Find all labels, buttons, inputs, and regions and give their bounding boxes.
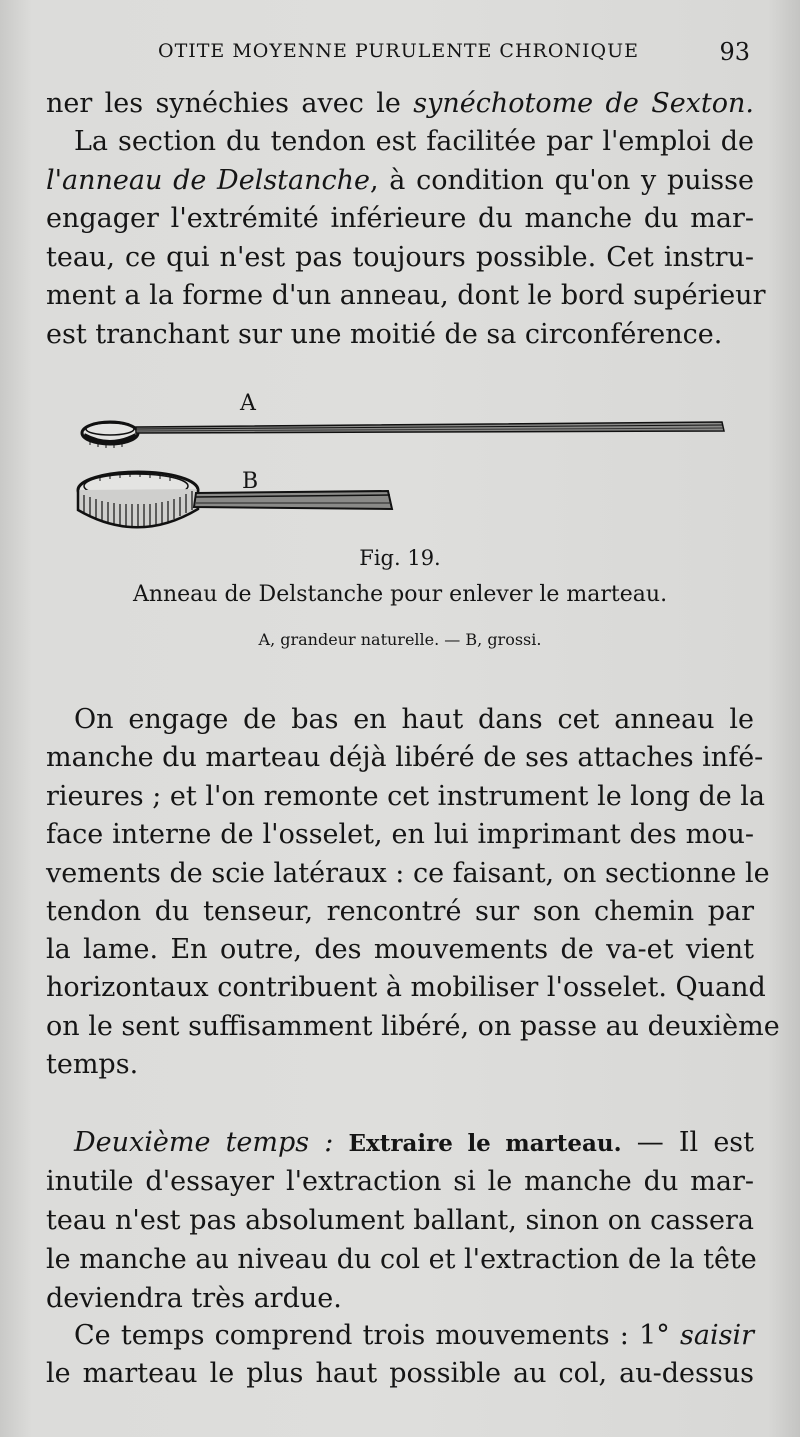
text-line: ment a la forme d'un anneau, dont le bord supérieur [46,280,766,311]
italic-term: synéchotome de Sexton. [413,88,754,119]
text-line: engager l'extrémité inférieure du manche du mar- [46,203,754,234]
running-head [150,40,750,70]
text-line [46,163,754,199]
text-line [74,1318,754,1354]
text-line [46,86,754,122]
figure-number: Fig. 19. [359,546,441,570]
text-span: ner les synéchies avec le [46,88,414,119]
text-span: — Il est [621,1127,754,1158]
figure-caption: Anneau de Delstanche pour enlever le marteau. [132,582,668,607]
text-line: la lame. En outre, des mouvements de va-et vient [46,934,754,965]
text-line: on le sent suffisamment libéré, on passe au deuxième [46,1011,780,1042]
section-heading-bold: Extraire le marteau. [348,1130,622,1157]
text-line: le manche au niveau du col et l'extraction de la tête [46,1244,757,1275]
text-line: inutile d'essayer l'extraction si le manche du mar- [46,1166,754,1197]
figure-subcaption: A, grandeur naturelle. — B, grossi. [258,630,542,649]
text-line: le marteau le plus haut possible au col, au-dessus [46,1358,754,1389]
text-line: On engage de bas en haut dans cet anneau le [74,704,754,735]
section-heading-italic: Deuxième temps : [74,1127,334,1158]
text-span: , à condition qu'on y puisse [370,165,754,196]
text-line: face interne de l'osselet, en lui imprimant des mou- [46,819,754,850]
text-line: vements de scie latéraux : ce faisant, on sectionne le [46,858,770,889]
text-line: horizontaux contribuent à mobiliser l'osselet. Quand [46,972,766,1003]
italic-term: saisir [680,1320,754,1351]
italic-term: l'anneau de Delstanche [46,165,371,196]
figure-label-b: B [242,469,259,494]
figure-label-a: A [240,391,256,416]
instrument-b [78,472,392,527]
instrument-a [82,422,724,448]
text-line: tendon du tenseur, rencontré sur son chemin par [46,896,754,927]
text-line: rieures ; et l'on remonte cet instrument le long de la [46,781,766,812]
text-span: Ce temps comprend trois mouvements : 1° [74,1320,680,1351]
text-line: La section du tendon est facilitée par l'emploi de [74,126,754,157]
section-heading-line [74,1125,754,1161]
figure-delstanche-ring [70,385,740,555]
running-title: OTITE MOYENNE PURULENTE CHRONIQUE [158,40,639,62]
text-line: est tranchant sur une moitié de sa circonférence. [46,319,723,350]
text-line: teau n'est pas absolument ballant, sinon on cassera [46,1205,754,1236]
text-line: deviendra très ardue. [46,1283,342,1314]
text-line: temps. [46,1049,139,1080]
instrument-illustration [70,385,740,555]
text-line: manche du marteau déjà libéré de ses attaches infé- [46,742,764,773]
page-number: 93 [719,38,750,66]
text-line: teau, ce qui n'est pas toujours possible. Cet instru- [46,242,754,273]
